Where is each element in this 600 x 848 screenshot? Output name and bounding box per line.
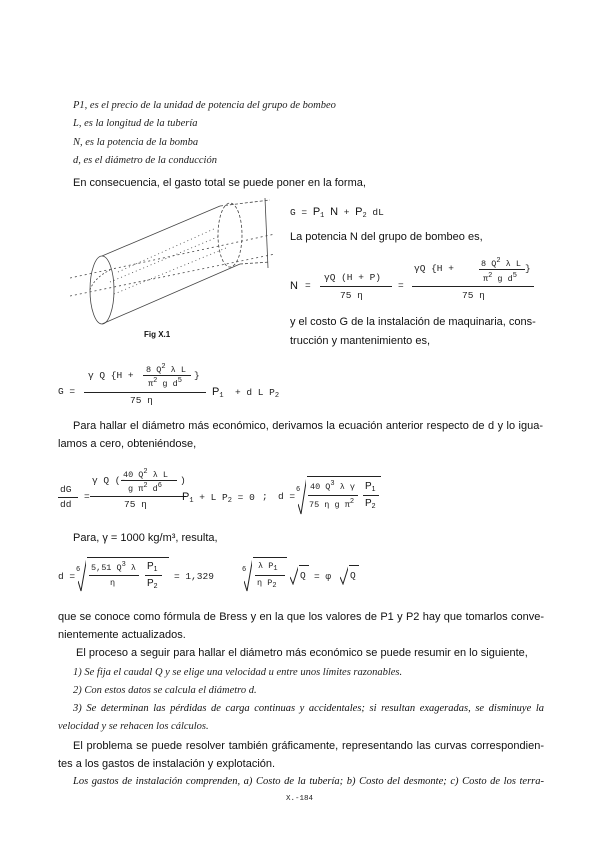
step-1: 1) Se fija el caudal Q y se elige una velocidad u entre unos límites razonables.: [73, 667, 403, 678]
eq-g-num: γ Q {H +: [88, 370, 134, 381]
definition-d: d, es el diámetro de la conducción: [73, 155, 217, 166]
radical-icon-4: [290, 565, 298, 585]
eq-dg-root-num: 40 $Q^3$ λ γ: [310, 480, 356, 492]
intro-text: En consecuencia, el gasto total se puede poner en la forma,: [73, 177, 366, 189]
eq-g-lhs: G =: [58, 386, 76, 397]
radical-icon-5: [340, 565, 348, 585]
eq-dg-p-num: $P_1$: [365, 481, 376, 493]
eq-n-inner-den: $\pi^2$ g $d^5$: [483, 272, 517, 284]
power-text: La potencia N del grupo de bombeo es,: [290, 231, 483, 243]
radical-icon-3: [244, 557, 252, 593]
eq-n-den2: 75 η: [462, 290, 485, 301]
eq-d-n1: 5,51 $Q^3$ λ: [91, 561, 137, 573]
eq-dg-root-den: 75 η g $\pi^2$: [309, 498, 355, 510]
eq-d-root-index-2: 6: [242, 566, 247, 574]
radical-icon: [298, 476, 306, 516]
eq-d-sq-2: Q: [350, 570, 356, 581]
step-3: 3) Se determinan las pérdidas de carga continuas y accidentales; si resultan exageradas, se disminuye la: [73, 703, 544, 714]
graph-line-2: tes a los gastos de instalación y explotación.: [58, 758, 276, 770]
eq-g-inner-den: $\pi^2$ g $d^5$: [148, 377, 182, 389]
eq-dg-d-lhs: d =: [278, 491, 296, 502]
eq-dg-lhs-num: dG: [60, 484, 72, 495]
eq-d-d2: η $P_2$: [257, 578, 277, 590]
eq-g-inner-num: 8 $Q^2$ λ L: [146, 363, 186, 375]
page-number: X.-184: [286, 795, 314, 803]
eq-d-sq: Q: [300, 570, 306, 581]
eq-dg-inner-den: g $\pi^2$ $d^6$: [128, 482, 162, 494]
cost-text-1: y el costo G de la instalación de maquinaria, cons-: [290, 316, 536, 328]
eq-g-den: 75 η: [130, 395, 153, 406]
pipe-figure: [70, 198, 280, 333]
eq-g-close: }: [194, 370, 200, 381]
eq-dg-den: 75 η: [124, 499, 147, 510]
step-2: 2) Con estos datos se calcula el diámetro d.: [73, 685, 257, 696]
eq-dg-p-den: $P_2$: [365, 498, 376, 510]
para-diameter-2: lamos a cero, obteniéndose,: [58, 438, 197, 450]
radical-icon-2: [78, 557, 86, 593]
bress-line-2: nientemente actualizados.: [58, 629, 186, 641]
para-gamma: Para, γ = 1000 kg/m³, resulta,: [73, 532, 218, 544]
eq-d-lhs: d =: [58, 571, 76, 582]
figure-caption: Fig X.1: [144, 330, 171, 339]
eq-n-num1: γQ (H + P): [324, 272, 382, 283]
eq-dg-root-index: 6: [296, 486, 301, 494]
eq-dg-num-close: ): [180, 475, 186, 486]
eq-n-num2: γQ {H +: [414, 263, 454, 274]
bress-line-1: que se conoce como fórmula de Bress y en la que los valores de P1 y P2 hay que tomarlos conve-: [58, 611, 544, 623]
eq-d-pn: $P_1$: [147, 561, 158, 573]
definition-n: N, es la potencia de la bomba: [73, 137, 199, 148]
eq-d-equals-2: = 1,329: [174, 571, 214, 582]
eq-n-equals-2: =: [398, 280, 404, 291]
eq-n-inner-num: 8 $Q^2$ λ L: [481, 257, 521, 269]
eq-dg-inner-num: 40 $Q^2$ λ L: [123, 468, 169, 480]
eq-d-n2: λ $P_1$: [258, 561, 278, 573]
eq-dg-equals: =: [84, 491, 90, 502]
eq-n-lhs: N: [290, 280, 298, 292]
eq-dg-num: γ Q (-: [92, 475, 127, 486]
eq-dg-lhs-den: dd: [60, 499, 72, 510]
eq-d-root-index: 6: [76, 566, 81, 574]
equation-total-cost: $G = P_1$ $N + P_2$ dL: [290, 206, 384, 220]
eq-dg-tail: $P_1 + L$ $P_2 = 0$: [182, 491, 255, 505]
eq-n-close: }: [525, 263, 531, 274]
eq-d-d1: η: [110, 578, 116, 588]
eq-g-tail: $P_1 + d$ L $P_2$: [212, 386, 280, 400]
cost-text-2: trucción y mantenimiento es,: [290, 335, 431, 347]
eq-d-pd: $P_2$: [147, 578, 158, 590]
eq-n-equals-1: =: [305, 280, 311, 291]
definition-l: L, es la longitud de la tubería: [73, 118, 198, 129]
eq-dg-semicolon: ;: [262, 491, 268, 502]
eq-n-den1: 75 η: [340, 290, 363, 301]
pipe-cylinder-icon: [70, 198, 275, 324]
process-text: El proceso a seguir para hallar el diámetro más económico se puede resumir en lo siguiente,: [76, 647, 528, 659]
eq-d-equals-3: = φ: [314, 571, 332, 582]
step-3-cont: velocidad y se rehacen los cálculos.: [58, 721, 209, 732]
para-diameter-1: Para hallar el diámetro más económico, derivamos la ecuación anterior respecto de d y lo igua-: [73, 420, 543, 432]
graph-line-1: El problema se puede resolver también gráficamente, representando las curvas correspondien-: [73, 740, 544, 752]
definition-p1: P1, es el precio de la unidad de potencia del grupo de bombeo: [73, 100, 336, 111]
gastos-text: Los gastos de instalación comprenden, a) Costo de la tubería; b) Costo del desmonte; c) Costo de los terra-: [73, 776, 544, 787]
